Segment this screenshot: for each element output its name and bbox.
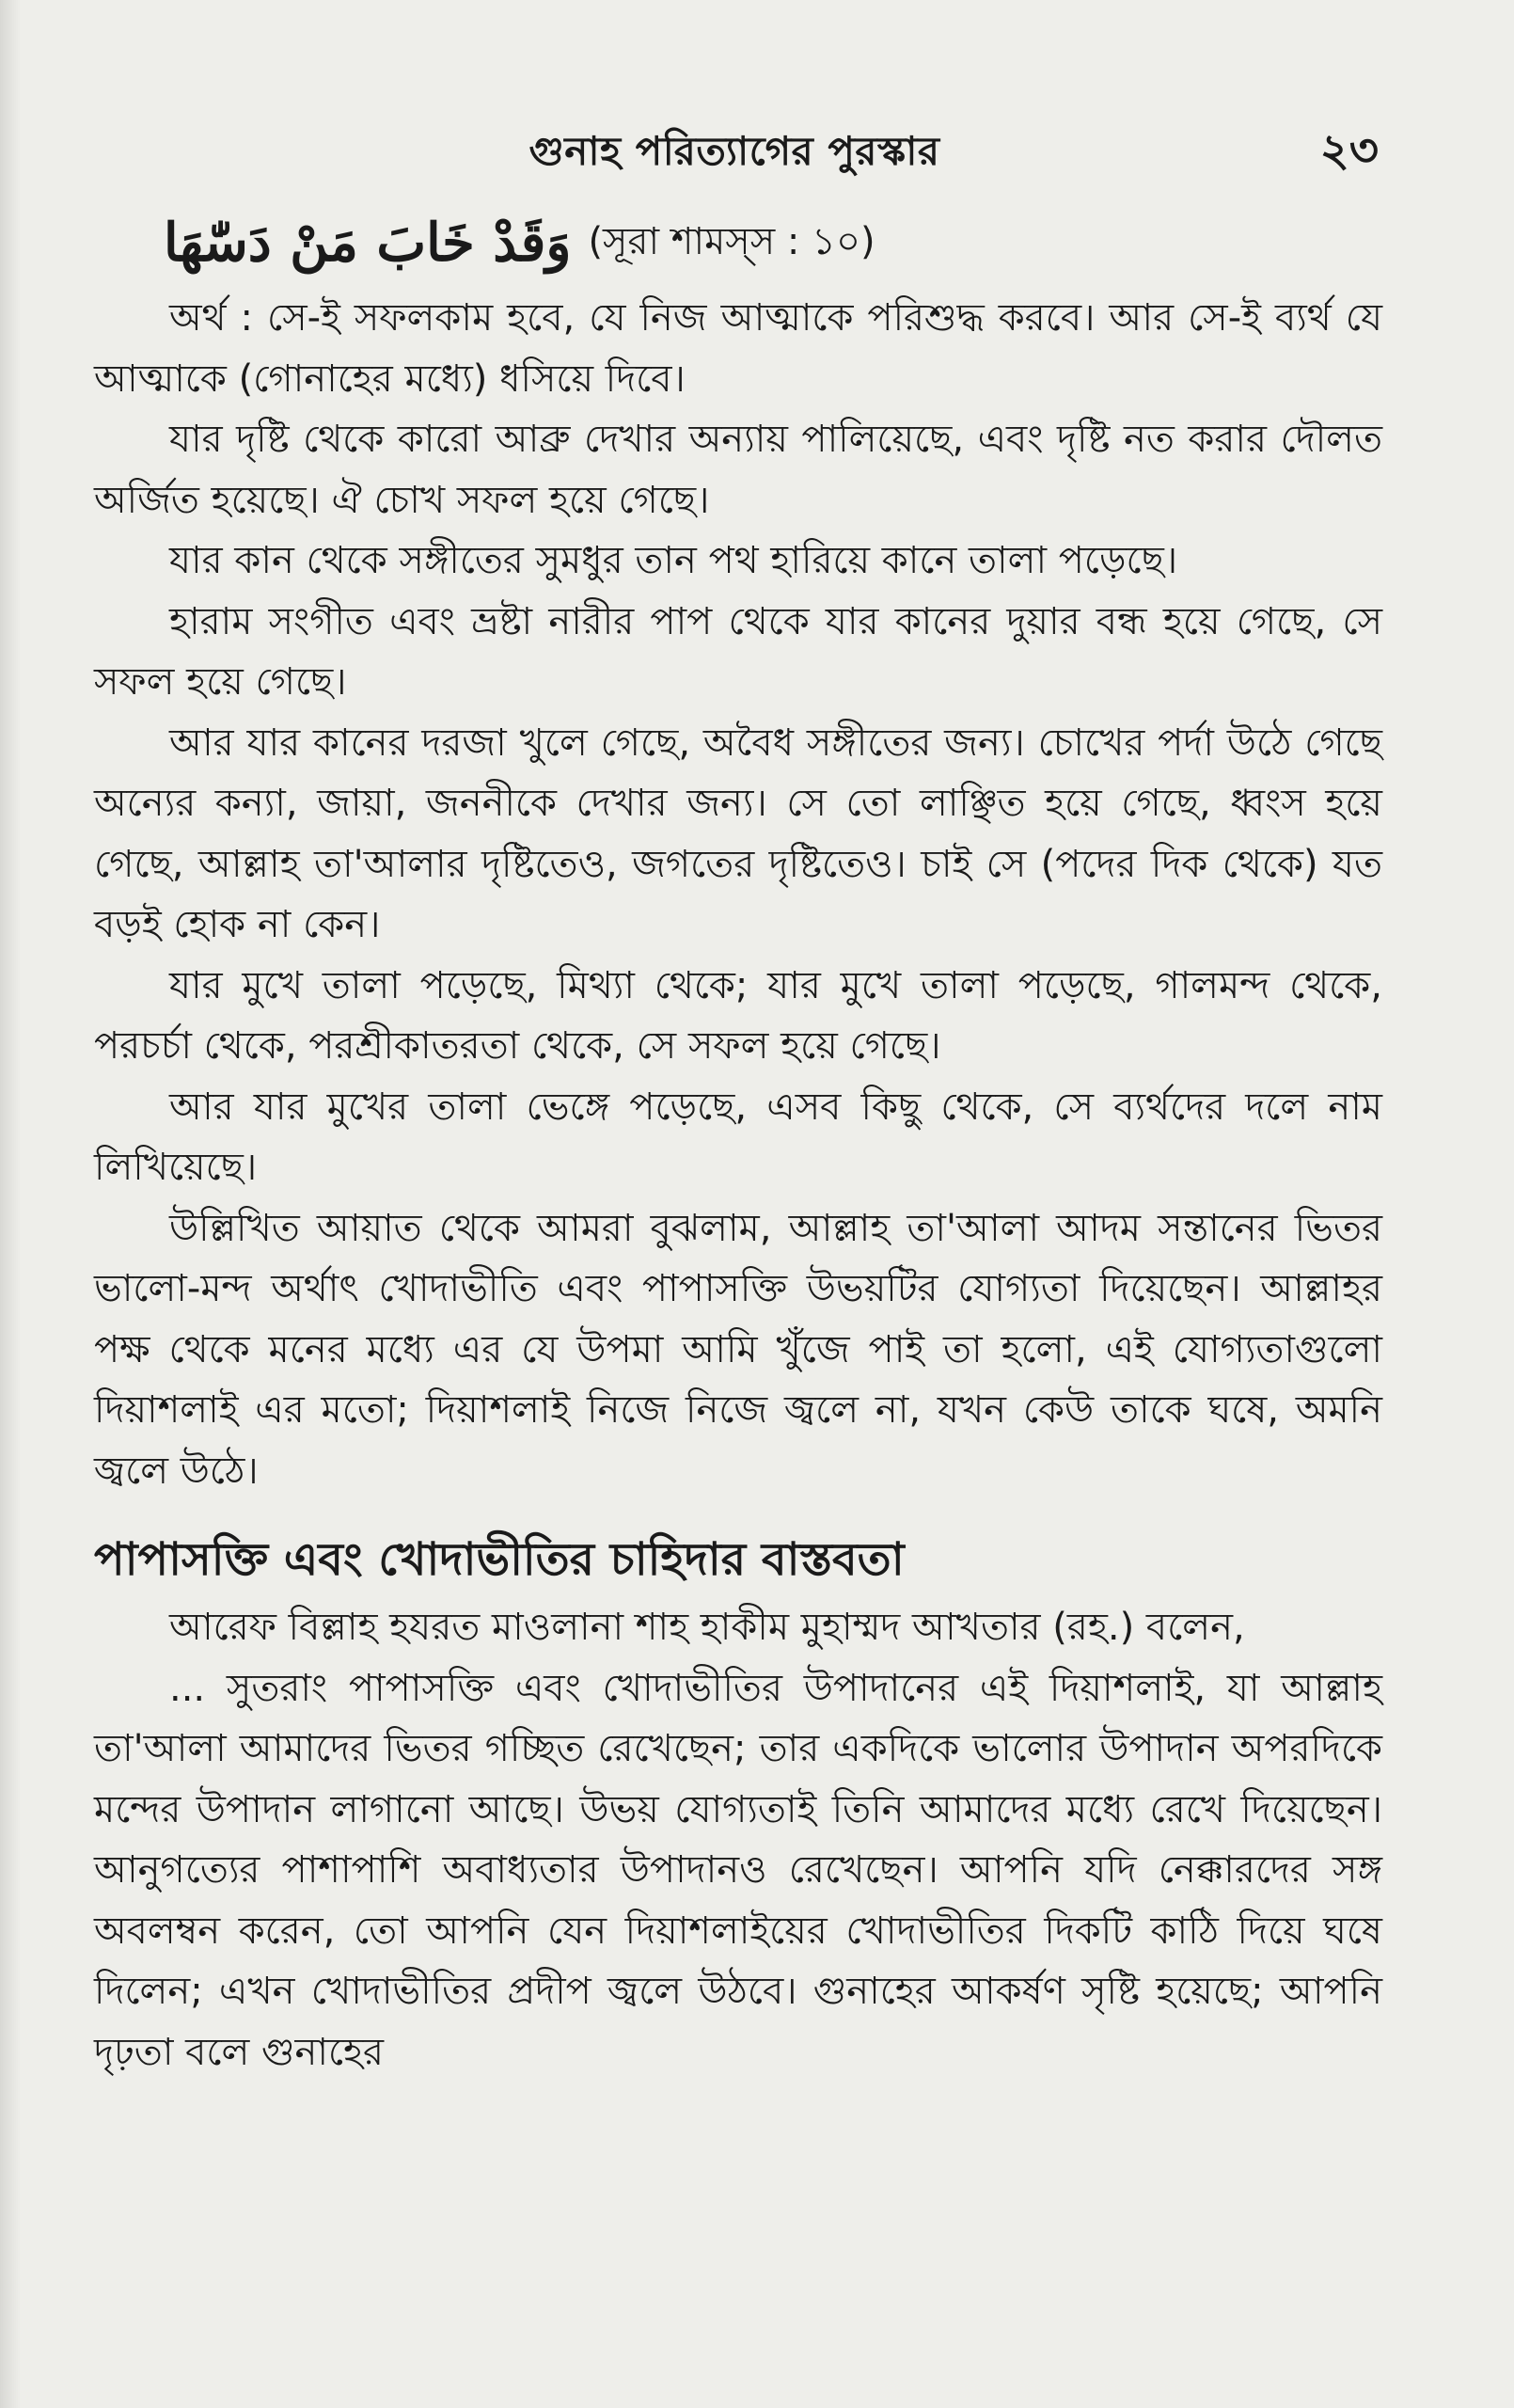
section-heading: পাপাসক্তি এবং খোদাভীতির চাহিদার বাস্তবতা bbox=[94, 1533, 905, 1586]
arabic-verse: وَقَدْ خَابَ مَنْ دَسّٰهَا bbox=[164, 212, 572, 274]
paragraph: আর যার মুখের তালা ভেঙ্গে পড়েছে, এসব কিছু থেকে, সে ব্যর্থদের দলে নাম লিখিয়েছে। bbox=[94, 1085, 1382, 1189]
paragraph: উল্লিখিত আয়াত থেকে আমরা বুঝলাম, আল্লাহ তা'আলা আদম সন্তানের ভিতর ভালো-মন্দ অর্থাৎ খোদাভীতি এবং পাপাসক্তি উভয়টির যোগ্যতা দিয়েছেন। আল্লাহর পক্ষ থেকে মনের মধ্যে এর যে উপমা আমি খুঁজে পাই তা হলো, এই যোগ্যতাগুলো দিয়াশলাই এর মতো; দিয়াশলাই নিজে নিজে জ্বলে না, যখন কেউ তাকে ঘষে, অমনি জ্বলে উঠে। bbox=[94, 1206, 1382, 1493]
paragraph: আর যার কানের দরজা খুলে গেছে, অবৈধ সঙ্গীতের জন্য। চোখের পর্দা উঠে গেছে অন্যের কন্যা, জায়া, জননীকে দেখার জন্য। সে তো লাঞ্ছিত হয়ে গেছে, ধ্বংস হয়ে গেছে, আল্লাহ তা'আলার দৃষ্টিতেও, জগতের দৃষ্টিতেও। চাই সে (পদের দিক থেকে) যত বড়ই হোক না কেন। bbox=[94, 721, 1382, 946]
paragraph-meaning: অর্থ : সে-ই সফলকাম হবে, যে নিজ আত্মাকে পরিশুদ্ধ করবে। আর সে-ই ব্যর্থ যে আত্মাকে (গোনাহের মধ্যে) ধসিয়ে দিবে। bbox=[94, 296, 1382, 401]
paragraph: যার মুখে তালা পড়েছে, মিথ্যা থেকে; যার মুখে তালা পড়েছে, গালমন্দ থেকে, পরচর্চা থেকে, পরশ্রীকাতরতা থেকে, সে সফল হয়ে গেছে। bbox=[94, 963, 1382, 1068]
quran-verse-line bbox=[164, 196, 1386, 290]
page-header bbox=[90, 111, 1379, 186]
paragraph: হারাম সংগীত এবং ভ্রষ্টা নারীর পাপ থেকে যার কানের দুয়ার বন্ধ হয়ে গেছে, সে সফল হয়ে গেছে। bbox=[94, 599, 1382, 704]
running-title: গুনাহ পরিত্যাগের পুরস্কার bbox=[528, 128, 940, 174]
paragraph: যার কান থেকে সঙ্গীতের সুমধুর তান পথ হারিয়ে কানে তালা পড়েছে। bbox=[169, 539, 1178, 582]
paragraph-quote: ... সুতরাং পাপাসক্তি এবং খোদাভীতির উপাদানের এই দিয়াশলাই, যা আল্লাহ তা'আলা আমাদের ভিতর গচ্ছিত রেখেছেন; তার একদিকে ভালোর উপাদান অপরদিকে মন্দের উপাদান লাগানো আছে। উভয় যোগ্যতাই তিনি আমাদের মধ্যে রেখে দিয়েছেন। আনুগত্যের পাশাপাশি অবাধ্যতার উপাদানও রেখেছেন। আপনি যদি নেক্কারদের সঙ্গ অবলম্বন করেন, তো আপনি যেন দিয়াশলাইয়ের খোদাভীতির দিকটি কাঠি দিয়ে ঘষে দিলেন; এখন খোদাভীতির প্রদীপ জ্বলে উঠবে। গুনাহের আকর্ষণ সৃষ্টি হয়েছে; আপনি দৃঢ়তা বলে গুনাহের bbox=[94, 1666, 1382, 2074]
page-binding-edge bbox=[0, 0, 21, 2408]
paragraph: আরেফ বিল্লাহ হযরত মাওলানা শাহ হাকীম মুহাম্মদ আখতার (রহ.) বলেন, bbox=[169, 1606, 1245, 1649]
verse-reference: (সূরা শামস্‌স : ১০) bbox=[588, 219, 875, 263]
paragraph: যার দৃষ্টি থেকে কারো আব্রু দেখার অন্যায় পালিয়েছে, এবং দৃষ্টি নত করার দৌলত অর্জিত হয়েছে। ঐ চোখ সফল হয়ে গেছে। bbox=[94, 418, 1382, 522]
page-number: ২৩ bbox=[1319, 124, 1379, 177]
page-body bbox=[94, 288, 1382, 2083]
